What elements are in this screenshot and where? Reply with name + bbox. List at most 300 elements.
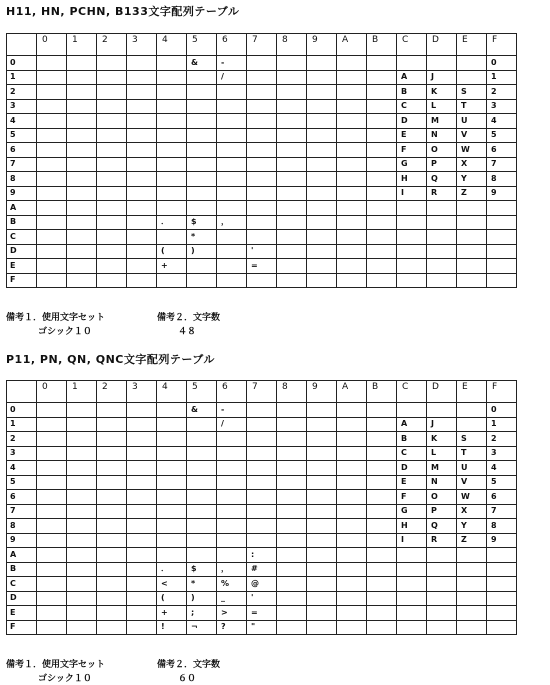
char-cell: F [397, 490, 427, 505]
char-cell [67, 244, 97, 259]
char-cell: E [397, 475, 427, 490]
column-header: 5 [187, 34, 217, 56]
char-cell [157, 403, 187, 418]
char-cell [37, 143, 67, 158]
char-cell [97, 114, 127, 129]
char-cell [277, 475, 307, 490]
char-cell [247, 432, 277, 447]
column-header: 1 [67, 34, 97, 56]
char-cell [127, 273, 157, 288]
char-cell: $ [187, 215, 217, 230]
char-cell [337, 186, 367, 201]
char-cell: ． [157, 562, 187, 577]
char-cell [157, 128, 187, 143]
table-row [7, 591, 517, 606]
char-cell [97, 461, 127, 476]
char-cell [277, 172, 307, 187]
table1-note1-value: ゴシック１０ [38, 327, 92, 337]
char-cell [67, 432, 97, 447]
corner-cell [7, 381, 37, 403]
char-cell [337, 157, 367, 172]
row-header: 1 [7, 417, 37, 432]
char-cell [97, 186, 127, 201]
column-header: 7 [247, 381, 277, 403]
char-cell [457, 620, 487, 635]
char-cell [457, 215, 487, 230]
char-cell [127, 143, 157, 158]
char-cell [367, 446, 397, 461]
char-cell [427, 577, 457, 592]
char-cell: T [457, 99, 487, 114]
char-cell [97, 606, 127, 621]
char-cell [217, 157, 247, 172]
char-cell [217, 519, 247, 534]
char-cell [127, 446, 157, 461]
char-cell [67, 186, 97, 201]
char-cell [487, 620, 517, 635]
char-cell [277, 143, 307, 158]
char-cell [97, 403, 127, 418]
char-cell [277, 56, 307, 71]
table1-note2-value: ４８ [178, 327, 197, 337]
char-cell [307, 259, 337, 274]
char-cell [277, 201, 307, 216]
char-cell [337, 172, 367, 187]
table2-note2-value: ６０ [178, 674, 197, 684]
char-cell: E [397, 128, 427, 143]
char-cell [457, 273, 487, 288]
char-cell [277, 533, 307, 548]
column-header: E [457, 381, 487, 403]
char-cell [427, 230, 457, 245]
char-cell [157, 99, 187, 114]
char-cell [97, 157, 127, 172]
char-cell [97, 577, 127, 592]
char-cell [367, 143, 397, 158]
char-cell [367, 490, 397, 505]
char-cell [307, 244, 337, 259]
char-cell: + [157, 259, 187, 274]
char-cell [97, 215, 127, 230]
char-cell [247, 128, 277, 143]
char-cell: A [397, 70, 427, 85]
row-header: C [7, 230, 37, 245]
char-cell [367, 273, 397, 288]
char-cell [367, 519, 397, 534]
char-cell [37, 403, 67, 418]
char-cell [367, 417, 397, 432]
char-cell [97, 446, 127, 461]
char-cell: ) [187, 591, 217, 606]
table-row [7, 157, 517, 172]
char-cell [37, 591, 67, 606]
char-cell [187, 186, 217, 201]
char-cell [37, 562, 67, 577]
table-row [7, 606, 517, 621]
char-cell [127, 157, 157, 172]
char-cell: M [427, 114, 457, 129]
table-row [7, 259, 517, 274]
row-header: 6 [7, 143, 37, 158]
char-cell: @ [247, 577, 277, 592]
char-cell [367, 186, 397, 201]
char-cell: F [397, 143, 427, 158]
char-cell [487, 259, 517, 274]
char-cell [37, 273, 67, 288]
char-cell: N [427, 475, 457, 490]
char-cell [37, 85, 67, 100]
column-header: 0 [37, 34, 67, 56]
char-cell [277, 85, 307, 100]
row-header: 1 [7, 70, 37, 85]
char-cell [277, 577, 307, 592]
char-cell: R [427, 533, 457, 548]
char-cell [397, 562, 427, 577]
char-cell [247, 230, 277, 245]
char-cell [337, 432, 367, 447]
table-row [7, 186, 517, 201]
char-cell [367, 548, 397, 563]
char-cell: N [427, 128, 457, 143]
char-cell: M [427, 461, 457, 476]
row-header: 7 [7, 504, 37, 519]
char-cell: & [187, 403, 217, 418]
char-cell [127, 85, 157, 100]
column-header: C [397, 381, 427, 403]
char-cell [277, 128, 307, 143]
char-cell: W [457, 490, 487, 505]
char-cell [277, 519, 307, 534]
char-cell [457, 562, 487, 577]
row-header: 9 [7, 186, 37, 201]
char-cell [307, 606, 337, 621]
char-cell [247, 114, 277, 129]
char-cell [157, 186, 187, 201]
table1-note2-label: 備考２．文字数 [157, 313, 221, 323]
char-cell [427, 56, 457, 71]
char-cell [97, 562, 127, 577]
table-row [7, 475, 517, 490]
column-header: 3 [127, 381, 157, 403]
char-cell [367, 533, 397, 548]
char-cell [157, 114, 187, 129]
char-cell: 1 [487, 417, 517, 432]
char-cell [307, 114, 337, 129]
table2-note1-value: ゴシック１０ [38, 674, 92, 684]
char-cell: X [457, 157, 487, 172]
table-row [7, 114, 517, 129]
char-cell [307, 273, 337, 288]
char-cell: 3 [487, 99, 517, 114]
char-cell [97, 504, 127, 519]
char-cell [277, 490, 307, 505]
char-cell [37, 128, 67, 143]
char-cell [307, 533, 337, 548]
char-cell: ( [157, 591, 187, 606]
char-cell [247, 446, 277, 461]
column-header: 3 [127, 34, 157, 56]
char-cell: - [217, 403, 247, 418]
char-cell [67, 114, 97, 129]
char-cell [67, 446, 97, 461]
char-cell [367, 99, 397, 114]
char-cell [37, 157, 67, 172]
char-cell [367, 56, 397, 71]
character-table-1 [6, 33, 517, 288]
char-cell [277, 432, 307, 447]
char-cell [487, 244, 517, 259]
char-cell: U [457, 114, 487, 129]
char-cell [307, 56, 337, 71]
char-cell [337, 273, 367, 288]
char-cell [127, 70, 157, 85]
char-cell [367, 128, 397, 143]
char-cell: ， [217, 215, 247, 230]
char-cell [277, 157, 307, 172]
char-cell [37, 56, 67, 71]
column-header: 7 [247, 34, 277, 56]
char-cell [247, 56, 277, 71]
char-cell [367, 504, 397, 519]
char-cell [307, 99, 337, 114]
row-header: D [7, 591, 37, 606]
char-cell: J [427, 70, 457, 85]
char-cell [247, 461, 277, 476]
char-cell: 4 [487, 114, 517, 129]
char-cell [127, 620, 157, 635]
char-cell [367, 215, 397, 230]
char-cell [397, 548, 427, 563]
char-cell [127, 114, 157, 129]
char-cell [97, 519, 127, 534]
char-cell [457, 577, 487, 592]
char-cell [277, 186, 307, 201]
char-cell [367, 157, 397, 172]
char-cell [37, 446, 67, 461]
table-row [7, 490, 517, 505]
table-row [7, 548, 517, 563]
char-cell [217, 244, 247, 259]
table-row [7, 432, 517, 447]
char-cell [37, 504, 67, 519]
char-cell [397, 620, 427, 635]
column-header: B [367, 381, 397, 403]
char-cell [277, 403, 307, 418]
table-row [7, 273, 517, 288]
char-cell: 2 [487, 432, 517, 447]
char-cell: K [427, 432, 457, 447]
char-cell: > [217, 606, 247, 621]
char-cell [247, 215, 277, 230]
char-cell: V [457, 475, 487, 490]
char-cell [157, 490, 187, 505]
char-cell [427, 620, 457, 635]
char-cell [427, 259, 457, 274]
char-cell [337, 128, 367, 143]
row-header: 8 [7, 519, 37, 534]
char-cell [187, 172, 217, 187]
row-header: 2 [7, 85, 37, 100]
char-cell: $ [187, 562, 217, 577]
char-cell [247, 99, 277, 114]
row-header: E [7, 259, 37, 274]
char-cell [97, 85, 127, 100]
char-cell [247, 403, 277, 418]
char-cell [307, 562, 337, 577]
char-cell [37, 620, 67, 635]
char-cell [217, 172, 247, 187]
char-cell: + [157, 606, 187, 621]
char-cell: ? [217, 620, 247, 635]
char-cell [217, 548, 247, 563]
char-cell [247, 504, 277, 519]
char-cell: 7 [487, 157, 517, 172]
char-cell [397, 56, 427, 71]
char-cell [37, 259, 67, 274]
char-cell [97, 143, 127, 158]
char-cell: L [427, 446, 457, 461]
char-cell: ' [247, 591, 277, 606]
char-cell: H [397, 172, 427, 187]
char-cell [67, 259, 97, 274]
char-cell [157, 273, 187, 288]
char-cell [367, 70, 397, 85]
char-cell: U [457, 461, 487, 476]
char-cell [457, 591, 487, 606]
char-cell: 1 [487, 70, 517, 85]
char-cell [307, 186, 337, 201]
row-header: 5 [7, 128, 37, 143]
char-cell [307, 215, 337, 230]
row-header: 5 [7, 475, 37, 490]
char-cell [307, 446, 337, 461]
table-row [7, 172, 517, 187]
char-cell [67, 417, 97, 432]
char-cell: Z [457, 186, 487, 201]
char-cell [367, 577, 397, 592]
char-cell: J [427, 417, 457, 432]
table-row [7, 70, 517, 85]
char-cell [307, 85, 337, 100]
char-cell [337, 591, 367, 606]
row-header: 2 [7, 432, 37, 447]
char-cell [457, 201, 487, 216]
char-cell [127, 432, 157, 447]
column-header: 6 [217, 34, 247, 56]
char-cell [247, 85, 277, 100]
char-cell: C [397, 99, 427, 114]
char-cell: : [247, 548, 277, 563]
char-cell [337, 56, 367, 71]
char-cell [127, 417, 157, 432]
char-cell [217, 432, 247, 447]
char-cell [127, 56, 157, 71]
char-cell [67, 475, 97, 490]
char-cell [247, 70, 277, 85]
char-cell [247, 475, 277, 490]
char-cell [397, 215, 427, 230]
char-cell [37, 606, 67, 621]
char-cell: 8 [487, 519, 517, 534]
char-cell [277, 620, 307, 635]
char-cell [307, 157, 337, 172]
char-cell: ) [187, 244, 217, 259]
char-cell: X [457, 504, 487, 519]
char-cell [337, 562, 367, 577]
char-cell: * [187, 577, 217, 592]
char-cell [307, 461, 337, 476]
char-cell: _ [217, 591, 247, 606]
char-cell [157, 432, 187, 447]
char-cell [187, 70, 217, 85]
char-cell [307, 417, 337, 432]
char-cell: 5 [487, 128, 517, 143]
char-cell [277, 591, 307, 606]
char-cell [307, 519, 337, 534]
char-cell: R [427, 186, 457, 201]
char-cell [97, 591, 127, 606]
char-cell [367, 201, 397, 216]
char-cell [307, 128, 337, 143]
char-cell: L [427, 99, 457, 114]
char-cell [97, 128, 127, 143]
char-cell [187, 99, 217, 114]
char-cell: ． [157, 215, 187, 230]
column-header: D [427, 381, 457, 403]
char-cell: 9 [487, 186, 517, 201]
char-cell [247, 417, 277, 432]
char-cell [67, 56, 97, 71]
char-cell: K [427, 85, 457, 100]
char-cell [67, 620, 97, 635]
char-cell [367, 591, 397, 606]
char-cell: / [217, 70, 247, 85]
char-cell [217, 114, 247, 129]
char-cell [367, 259, 397, 274]
char-cell [37, 548, 67, 563]
char-cell [457, 548, 487, 563]
table-row [7, 533, 517, 548]
char-cell: 2 [487, 85, 517, 100]
char-cell [157, 85, 187, 100]
char-cell [157, 230, 187, 245]
char-cell: Y [457, 519, 487, 534]
char-cell [307, 475, 337, 490]
char-cell [247, 533, 277, 548]
char-cell [277, 461, 307, 476]
char-cell [337, 548, 367, 563]
char-cell: 4 [487, 461, 517, 476]
char-cell [307, 143, 337, 158]
char-cell [97, 490, 127, 505]
char-cell: 0 [487, 403, 517, 418]
char-cell: B [397, 432, 427, 447]
char-cell [37, 172, 67, 187]
column-header: F [487, 34, 517, 56]
char-cell [97, 70, 127, 85]
column-header: E [457, 34, 487, 56]
char-cell [187, 548, 217, 563]
char-cell [37, 230, 67, 245]
char-cell [127, 215, 157, 230]
char-cell: P [427, 504, 457, 519]
char-cell [157, 417, 187, 432]
char-cell [487, 591, 517, 606]
char-cell [127, 490, 157, 505]
char-cell [157, 461, 187, 476]
char-cell [187, 157, 217, 172]
char-cell [277, 99, 307, 114]
